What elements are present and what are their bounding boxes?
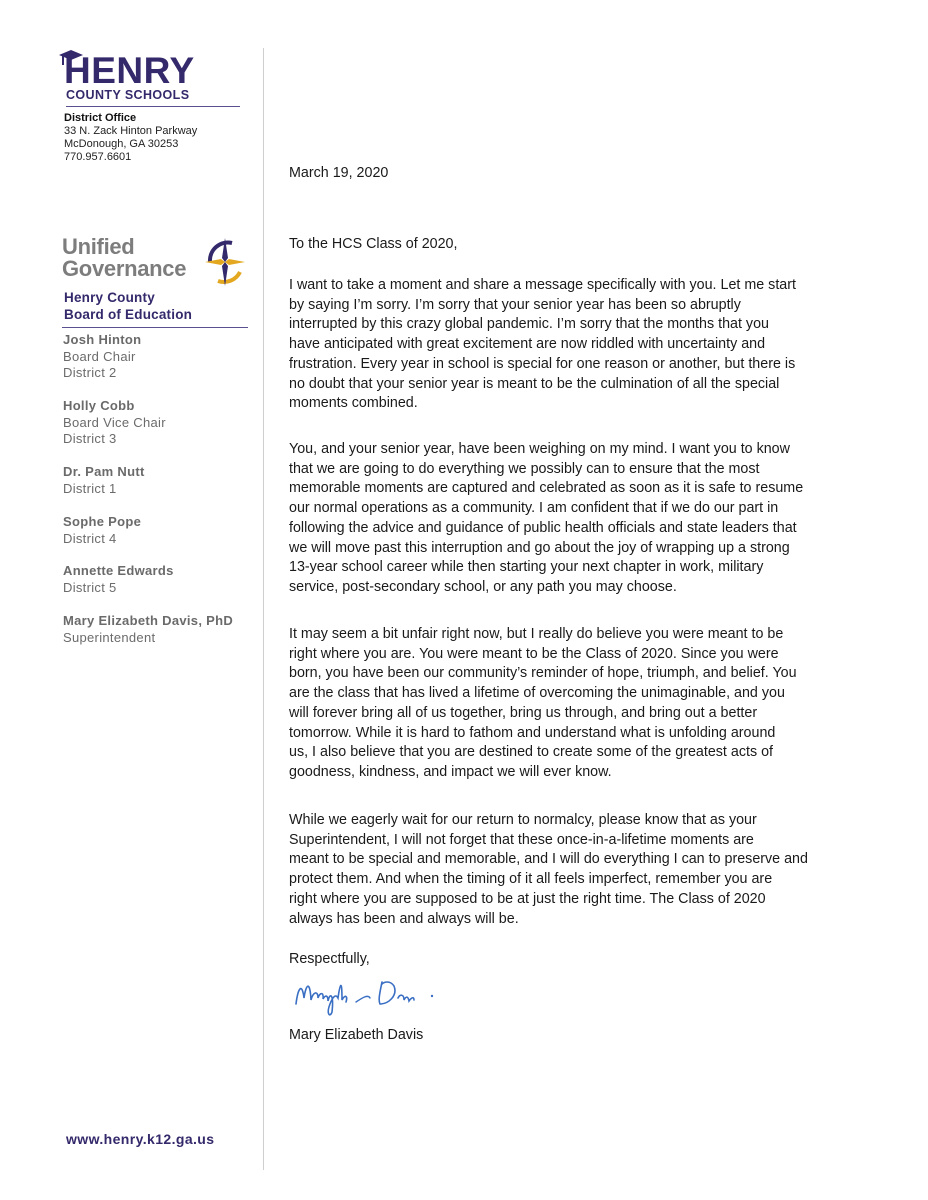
- letter-date: March 19, 2020: [289, 165, 389, 181]
- unified-governance-logo: [62, 232, 248, 288]
- paragraph-line: frustration. Every year in school is special for one reason or another, but there is: [289, 355, 796, 372]
- paragraph-line: no doubt that your senior year is meant to be the culmination of all the special: [289, 375, 780, 392]
- board-title-line-2: Board of Education: [64, 307, 193, 322]
- member-role: Superintendent: [63, 629, 156, 645]
- member-district: District 4: [63, 530, 117, 546]
- paragraph-line: interrupted by this crazy global pandemic. I’m sorry that the months that you: [289, 316, 769, 333]
- member-role: Board Chair: [63, 348, 136, 364]
- board-member: [63, 464, 145, 497]
- paragraph-line: goodness, kindness, and impact we will ever know.: [289, 763, 612, 780]
- member-name: Mary Elizabeth Davis, PhD: [63, 613, 234, 628]
- paragraph-line: are the class that has lived a lifetime of overcoming the unimaginable, and you: [289, 685, 785, 702]
- office-title: District Office: [64, 112, 137, 124]
- letter-paragraph-2: [289, 440, 889, 598]
- paragraph-line: born, you have been our community’s reminder of hope, triumph, and belief. You: [289, 665, 797, 682]
- paragraph-line: You, and your senior year, have been weighing on my mind. I want you to know: [289, 441, 790, 457]
- paragraph-line: Superintendent, I will not forget that these once-in-a-lifetime moments are: [289, 831, 754, 848]
- logo-county-schools-text: COUNTY SCHOOLS: [66, 88, 190, 102]
- paragraph-line: by saying I’m sorry. I’m sorry that your senior year has been so abruptly: [289, 296, 741, 313]
- address-line-1: 33 N. Zack Hinton Parkway: [64, 125, 198, 137]
- member-district: District 1: [63, 480, 117, 496]
- paragraph-line: meant to be special and memorable, and I will do everything I can to preserve and: [289, 851, 808, 868]
- member-district: District 3: [63, 431, 117, 446]
- office-phone: 770.957.6601: [64, 151, 132, 163]
- paragraph-line: service, post-secondary school, or any path you may choose.: [289, 578, 677, 595]
- paragraph-line: tomorrow. While it is hard to fathom and understand what is unfolding around: [289, 724, 776, 741]
- logo-henry-text: HENRY: [64, 50, 195, 91]
- paragraph-line: 13-year school career while then starting your next chapter in work, military: [289, 559, 764, 576]
- board-title-line-1: Henry County: [64, 290, 155, 305]
- district-office-address: [64, 112, 197, 164]
- ug-word-unified: Unified: [62, 234, 135, 259]
- ug-word-governance: Governance: [62, 256, 187, 281]
- paragraph-line: While we eagerly wait for our return to normalcy, please know that as your: [289, 812, 757, 828]
- paragraph-line: right where you are. You were meant to be the Class of 2020. Since you were: [289, 645, 779, 662]
- paragraph-line: I want to take a moment and share a message specifically with you. Let me start: [289, 277, 796, 293]
- paragraph-line: right where you are supposed to be at just the right time. The Class of 2020: [289, 890, 766, 907]
- paragraph-line: will forever bring all of us together, bring us through, and bring out a better: [289, 704, 758, 721]
- member-name: Annette Edwards: [63, 563, 174, 578]
- paragraph-line: we will move past this interruption and go about the joy of wrapping up a strong: [289, 539, 790, 556]
- website-link[interactable]: www.henry.k12.ga.us: [66, 1131, 215, 1147]
- letter-paragraph-3: [289, 625, 889, 783]
- board-of-education-title: [64, 289, 192, 323]
- sidebar-divider: [263, 48, 264, 1170]
- letter-closing: Respectfully,: [289, 951, 370, 967]
- board-member: [63, 563, 174, 596]
- address-line-2: McDonough, GA 30253: [64, 138, 179, 150]
- handwritten-signature: [290, 974, 450, 1018]
- paragraph-line: memorable moments are captured and celebrated as soon as it is safe to resume: [289, 480, 804, 497]
- compass-star-icon: [202, 232, 248, 288]
- paragraph-line: have anticipated with great excitement are now riddled with uncertainty and: [289, 336, 766, 353]
- paragraph-line: always has been and always will be.: [289, 910, 519, 927]
- board-member: [63, 332, 141, 382]
- board-member: [63, 613, 233, 646]
- letterhead-sidebar: [0, 0, 264, 1200]
- member-name: Holly Cobb: [63, 398, 135, 413]
- member-district: District 5: [63, 579, 117, 595]
- letter-salutation: To the HCS Class of 2020,: [289, 236, 458, 252]
- paragraph-line: It may seem a bit unfair right now, but I really do believe you were meant to be: [289, 626, 784, 642]
- member-name: Dr. Pam Nutt: [63, 464, 145, 479]
- paragraph-line: moments combined.: [289, 395, 418, 412]
- paragraph-line: our normal operations as a community. I am confident that if we do our part in: [289, 500, 779, 517]
- paragraph-line: protect them. And when the timing of it all feels imperfect, remember you are: [289, 871, 773, 888]
- member-name: Sophe Pope: [63, 514, 142, 529]
- member-district: District 2: [63, 365, 117, 380]
- member-role: Board Vice Chair: [63, 414, 166, 430]
- board-divider: [62, 327, 248, 328]
- paragraph-line: following the advice and guidance of public health officials and state leaders that: [289, 519, 797, 536]
- paragraph-line: that we are going to do everything we possibly can to ensure that the most: [289, 460, 760, 477]
- member-name: Josh Hinton: [63, 332, 142, 347]
- letter-paragraph-1: [289, 276, 889, 414]
- signer-name: Mary Elizabeth Davis: [289, 1027, 424, 1043]
- paragraph-line: us, I also believe that you are destined to create some of the greatest acts of: [289, 744, 773, 761]
- logo-divider: [66, 106, 240, 107]
- letter-paragraph-4: [289, 811, 889, 929]
- board-member: [63, 514, 141, 547]
- board-member: [63, 398, 166, 448]
